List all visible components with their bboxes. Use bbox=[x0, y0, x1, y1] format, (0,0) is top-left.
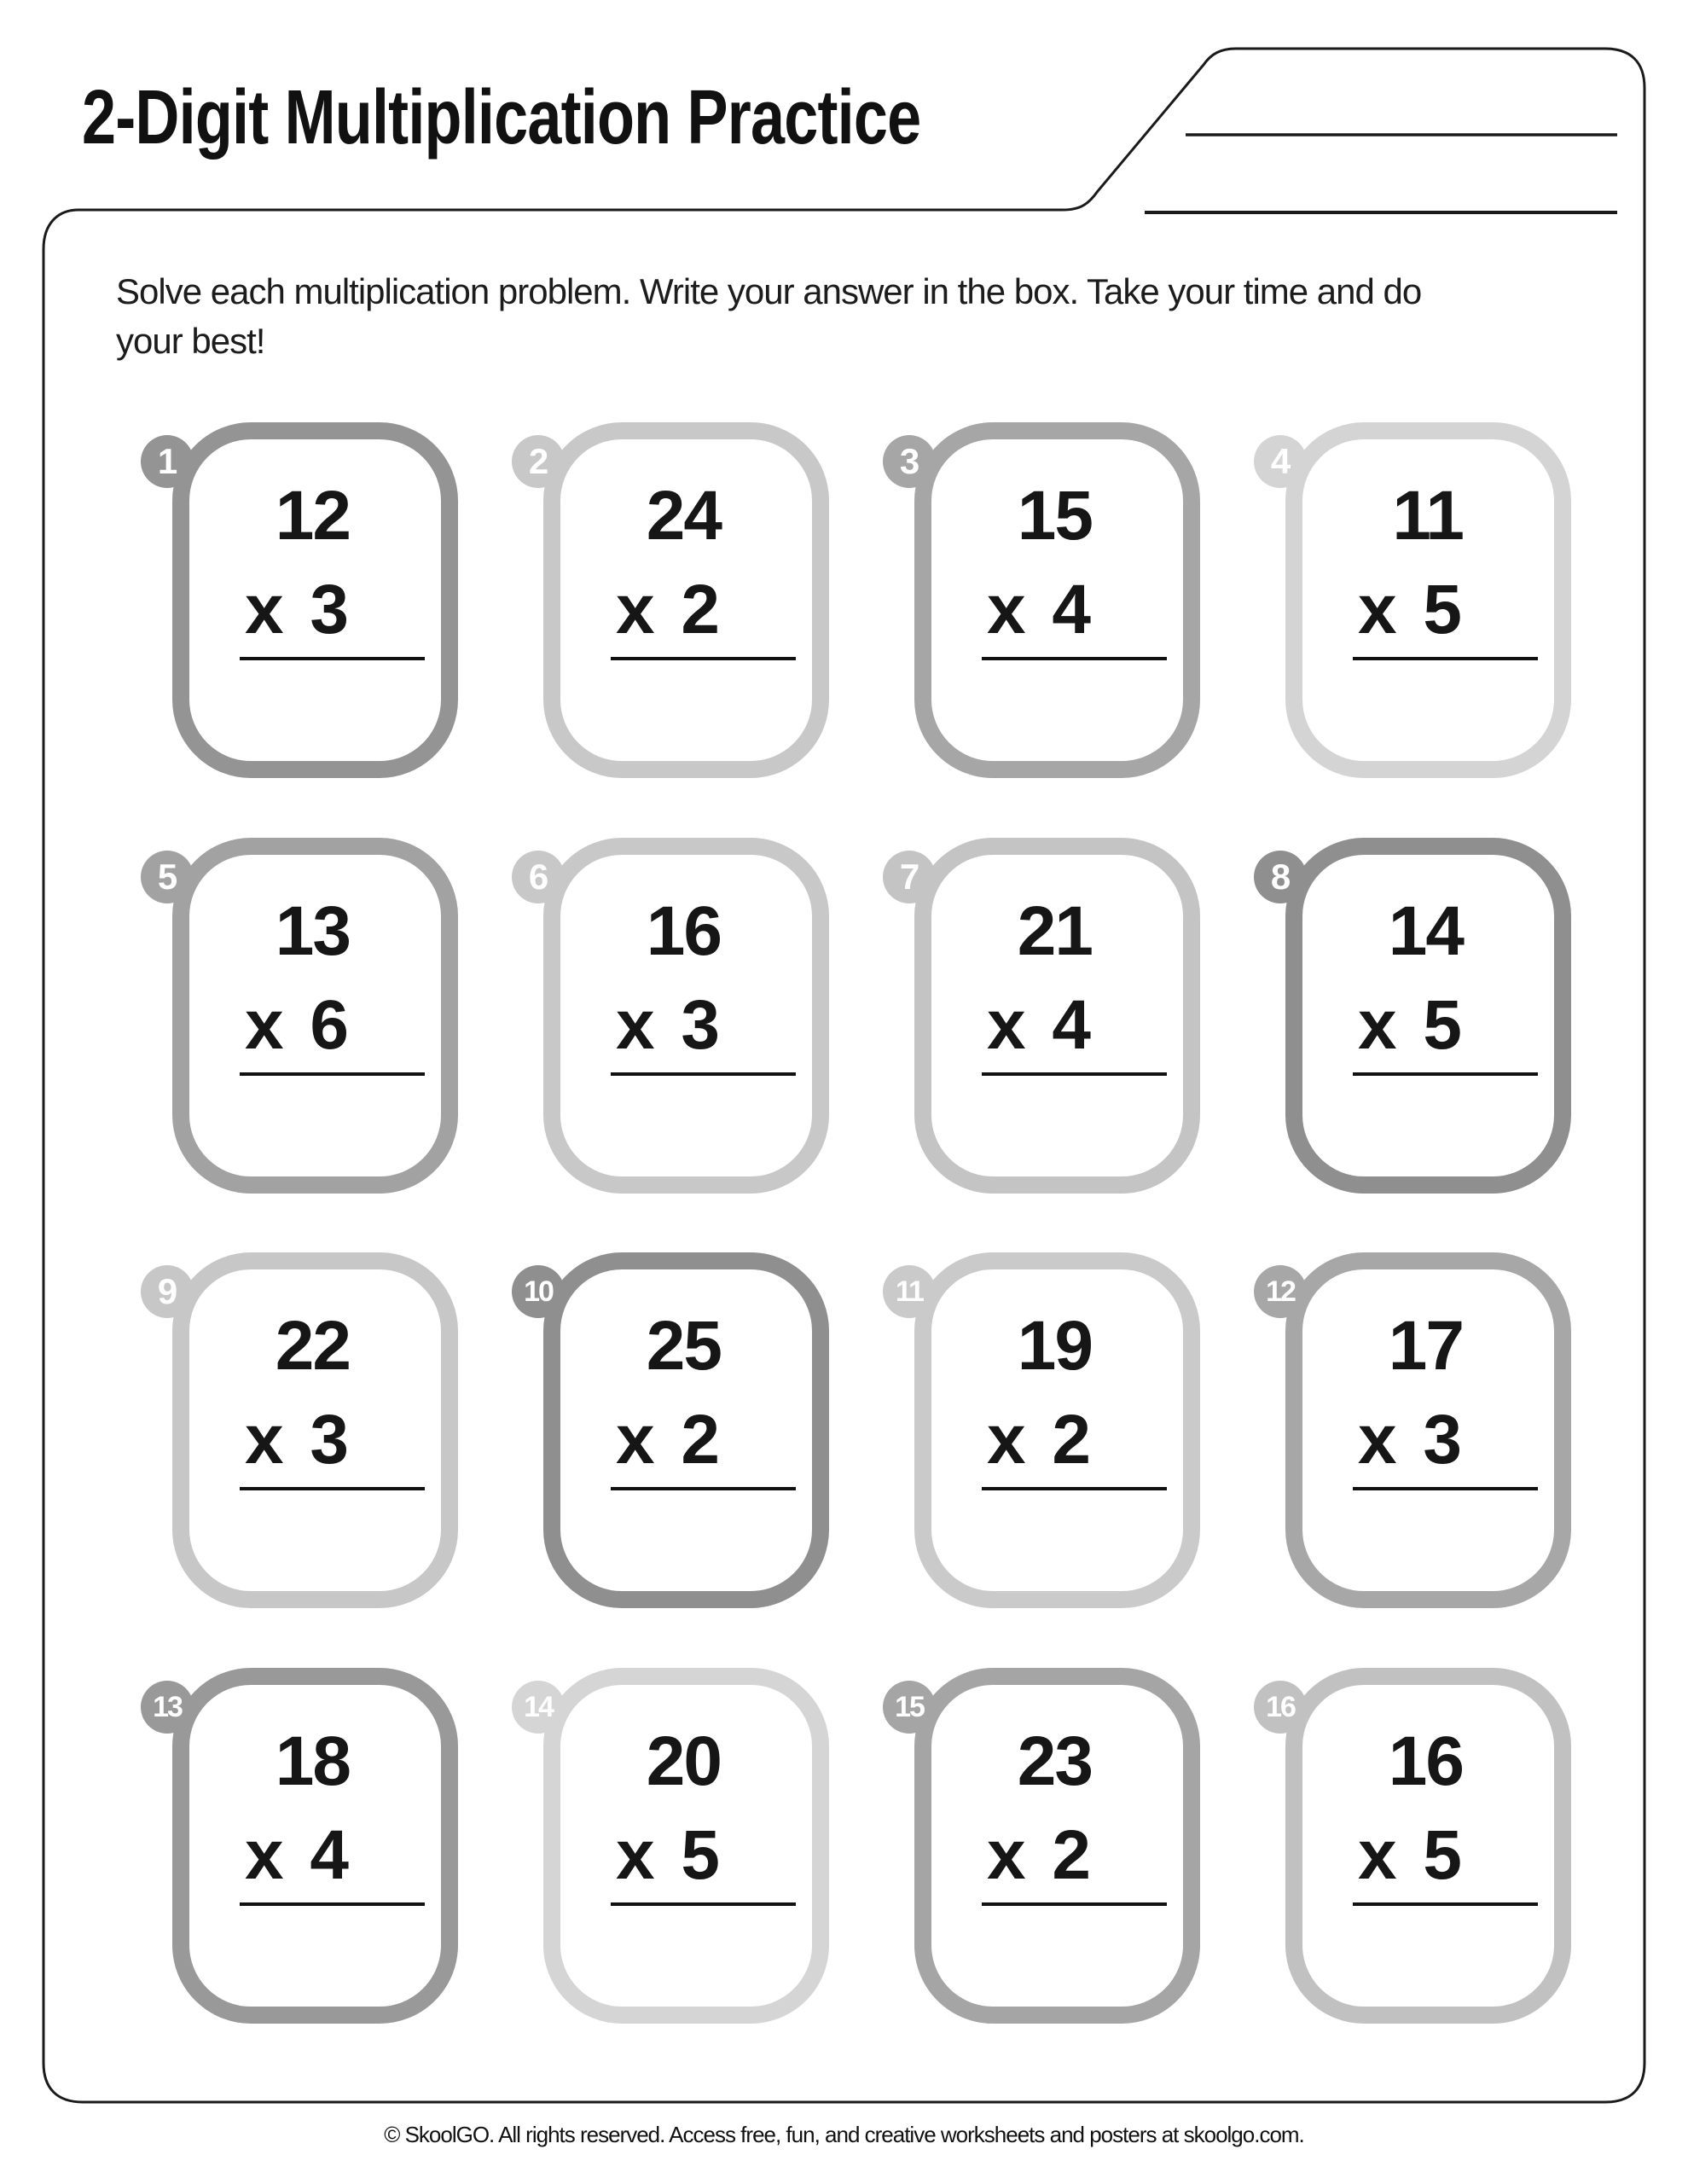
answer-line bbox=[611, 1487, 796, 1490]
problem-card bbox=[528, 838, 829, 1194]
multiplicand: 25 bbox=[646, 1307, 721, 1385]
problem-card bbox=[528, 422, 829, 778]
problem-card bbox=[157, 838, 458, 1194]
answer-line bbox=[611, 1072, 796, 1076]
problem-card bbox=[153, 1668, 458, 2024]
answer-line bbox=[240, 1072, 425, 1076]
answer-space bbox=[966, 1914, 1183, 2016]
answer-line bbox=[1353, 1487, 1538, 1490]
multiplicand: 13 bbox=[275, 892, 350, 970]
multiplier-row: x 3 bbox=[245, 1401, 347, 1478]
problem-number-badge: 6 bbox=[512, 851, 565, 903]
problem-card bbox=[1266, 1252, 1571, 1608]
multiplier-row: x 4 bbox=[987, 986, 1089, 1064]
answer-line bbox=[611, 657, 796, 660]
problem-number-badge: 15 bbox=[883, 1681, 936, 1734]
problem-card bbox=[1266, 1668, 1571, 2024]
multiplier-row: x 4 bbox=[245, 1816, 347, 1894]
multiplier-row: x 3 bbox=[1358, 1401, 1460, 1478]
answer-line bbox=[240, 1487, 425, 1490]
problem-number-badge: 2 bbox=[512, 435, 565, 488]
multiplier-row: x 2 bbox=[987, 1401, 1089, 1478]
problem-number-badge: 4 bbox=[1254, 435, 1307, 488]
instructions-line-2: your best! bbox=[116, 321, 265, 361]
problem-card bbox=[899, 422, 1200, 778]
answer-line bbox=[982, 1902, 1167, 1906]
multiplier-row: x 3 bbox=[245, 571, 347, 648]
multiplicand: 15 bbox=[1017, 477, 1092, 555]
multiplicand: 19 bbox=[1017, 1307, 1092, 1385]
multiplicand: 14 bbox=[1388, 892, 1463, 970]
multiplier-row: x 3 bbox=[616, 986, 718, 1064]
problem-number-badge: 3 bbox=[883, 435, 936, 488]
answer-line bbox=[1353, 1902, 1538, 1906]
multiplicand: 11 bbox=[1392, 477, 1463, 555]
answer-line bbox=[982, 657, 1167, 660]
answer-space bbox=[595, 668, 812, 770]
footer-credit: © SkoolGO. All rights reserved. Access free, fun, and creative worksheets and posters at skoolgo.com. bbox=[384, 2122, 1304, 2147]
answer-space bbox=[966, 668, 1183, 770]
problem-number-badge: 9 bbox=[141, 1265, 194, 1318]
problem-card bbox=[1270, 838, 1571, 1194]
answer-space bbox=[223, 1498, 441, 1600]
answer-space bbox=[223, 1083, 441, 1186]
problem-number-badge: 13 bbox=[141, 1681, 194, 1734]
multiplier-row: x 2 bbox=[616, 571, 718, 648]
problem-card bbox=[1270, 422, 1571, 778]
multiplicand: 12 bbox=[275, 477, 350, 555]
instructions-line-1: Solve each multiplication problem. Write your answer in the box. Take your time and do bbox=[116, 271, 1422, 311]
problem-card bbox=[899, 838, 1200, 1194]
multiplier-row: x 5 bbox=[1358, 1816, 1460, 1894]
problem-card bbox=[896, 1252, 1200, 1608]
answer-line bbox=[240, 1902, 425, 1906]
problem-number-badge: 7 bbox=[883, 851, 936, 903]
answer-line bbox=[1353, 1072, 1538, 1076]
problem-number-badge: 10 bbox=[512, 1265, 565, 1318]
answer-line bbox=[982, 1072, 1167, 1076]
problem-number-badge: 5 bbox=[141, 851, 194, 903]
page-title: 2-Digit Multiplication Practice bbox=[82, 75, 921, 160]
answer-space bbox=[595, 1914, 812, 2016]
multiplicand: 16 bbox=[1388, 1722, 1463, 1800]
multiplicand: 24 bbox=[646, 477, 721, 555]
answer-space bbox=[223, 1914, 441, 2016]
answer-space bbox=[1337, 1914, 1554, 2016]
problem-card bbox=[895, 1668, 1200, 2024]
multiplier-row: x 2 bbox=[616, 1401, 718, 1478]
multiplicand: 22 bbox=[275, 1307, 350, 1385]
multiplier-row: x 5 bbox=[1358, 571, 1460, 648]
answer-line bbox=[1353, 657, 1538, 660]
problem-number-badge: 16 bbox=[1254, 1681, 1307, 1734]
problem-card bbox=[524, 1668, 829, 2024]
multiplier-row: x 2 bbox=[987, 1816, 1089, 1894]
answer-space bbox=[1337, 1498, 1554, 1600]
multiplier-row: x 6 bbox=[245, 986, 347, 1064]
problem-number-badge: 1 bbox=[141, 435, 194, 488]
answer-space bbox=[223, 668, 441, 770]
multiplicand: 18 bbox=[275, 1722, 350, 1800]
answer-space bbox=[595, 1498, 812, 1600]
answer-space bbox=[966, 1083, 1183, 1186]
problem-card bbox=[157, 422, 458, 778]
multiplier-row: x 5 bbox=[1358, 986, 1460, 1064]
answer-space bbox=[966, 1498, 1183, 1600]
answer-line bbox=[611, 1902, 796, 1906]
problem-number-badge: 12 bbox=[1254, 1265, 1307, 1318]
multiplicand: 16 bbox=[646, 892, 721, 970]
multiplicand: 23 bbox=[1017, 1722, 1092, 1800]
answer-space bbox=[1337, 668, 1554, 770]
multiplicand: 17 bbox=[1388, 1307, 1463, 1385]
problem-number-badge: 11 bbox=[883, 1265, 936, 1318]
multiplicand: 20 bbox=[646, 1722, 721, 1800]
answer-space bbox=[1337, 1083, 1554, 1186]
answer-line bbox=[982, 1487, 1167, 1490]
multiplier-row: x 5 bbox=[616, 1816, 718, 1894]
problem-number-badge: 14 bbox=[512, 1681, 565, 1734]
problem-number-badge: 8 bbox=[1254, 851, 1307, 903]
problem-card bbox=[157, 1252, 458, 1608]
answer-space bbox=[595, 1083, 812, 1186]
multiplier-row: x 4 bbox=[987, 571, 1089, 648]
answer-line bbox=[240, 657, 425, 660]
problem-card bbox=[524, 1252, 829, 1608]
multiplicand: 21 bbox=[1017, 892, 1092, 970]
